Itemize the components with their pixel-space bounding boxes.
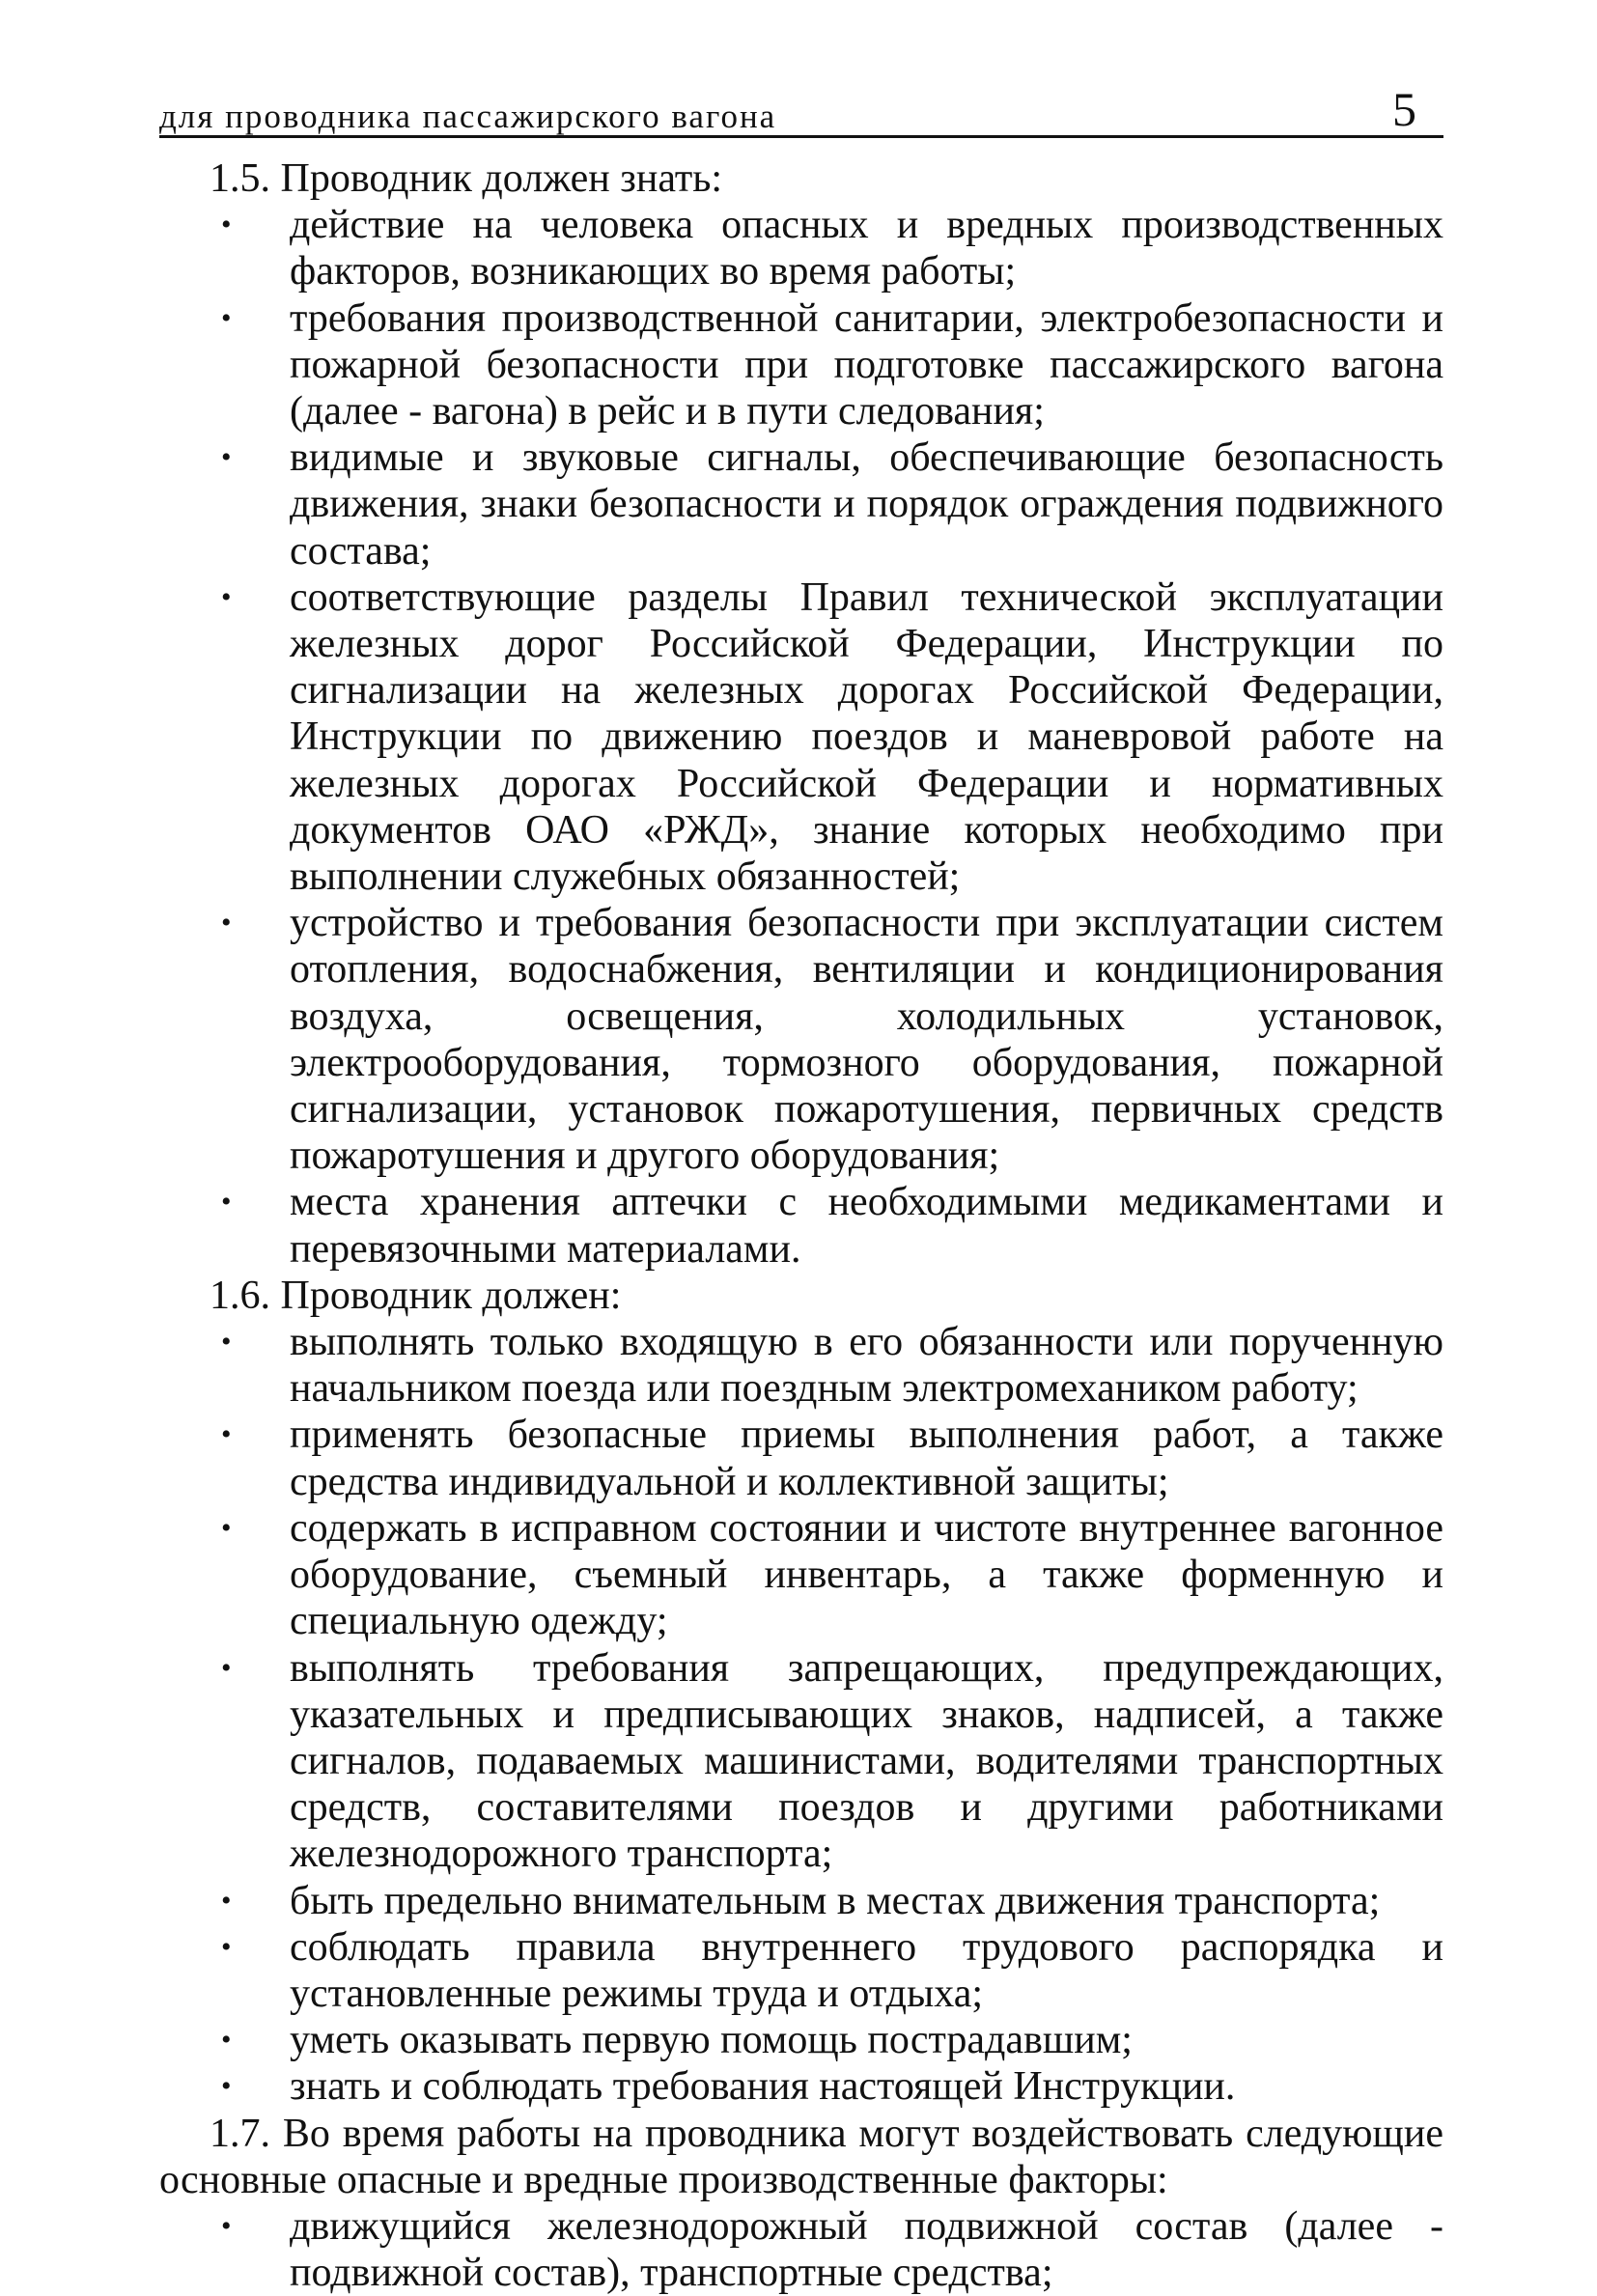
list-item bbox=[159, 574, 1443, 900]
list-item bbox=[159, 202, 1443, 294]
list-item bbox=[159, 900, 1443, 1179]
document-page bbox=[159, 82, 1443, 2296]
list-item bbox=[159, 2063, 1443, 2110]
list-item bbox=[159, 1319, 1443, 1412]
bullet-icon: • bbox=[221, 1930, 232, 1963]
section-heading-1-6: 1.6. Проводник должен: bbox=[210, 1273, 622, 1318]
bullet-list-1-5 bbox=[159, 202, 1443, 1273]
list-item-text: соблюдать правила внутреннего трудового распорядка и установленные режимы труда и отдыха; bbox=[290, 1924, 1443, 2016]
list-item-text: уметь оказывать первую помощь пострадавшим; bbox=[290, 2018, 1133, 2063]
bullet-icon: • bbox=[221, 2024, 232, 2057]
bullet-icon: • bbox=[221, 1511, 232, 1544]
list-item-text: соответствующие разделы Правил технической эксплуатации железных дорог Российской Федерации, Инструкции по сигнализации на железных дорогах Российской Федерации, Инструкции по движению поездов и маневровой работе на железных дорогах Российской Федерации и нормативных документов ОАО «РЖД», знание которых необходимо при выполнении служебных обязанностей; bbox=[290, 574, 1443, 900]
list-item-text: места хранения аптечки с необходимыми медикаментами и перевязочными материалами. bbox=[290, 1180, 1443, 1272]
bullet-icon: • bbox=[221, 2070, 232, 2103]
list-item-text: применять безопасные приемы выполнения работ, а также средства индивидуальной и коллективной защиты; bbox=[290, 1413, 1443, 1504]
list-item-text: действие на человека опасных и вредных производственных факторов, возникающих во время работы; bbox=[290, 203, 1443, 294]
bullet-icon: • bbox=[221, 301, 232, 334]
running-title: для проводника пассажирского вагона bbox=[159, 98, 777, 135]
page-number: 5 bbox=[1392, 82, 1416, 136]
running-header bbox=[159, 82, 1443, 138]
bullet-icon: • bbox=[221, 1326, 232, 1358]
bullet-icon: • bbox=[221, 1651, 232, 1684]
list-item bbox=[159, 2017, 1443, 2063]
list-item bbox=[159, 434, 1443, 574]
bullet-list-1-7 bbox=[159, 2203, 1443, 2296]
list-item bbox=[159, 295, 1443, 435]
bullet-icon: • bbox=[221, 209, 232, 241]
list-item-text: устройство и требования безопасности при эксплуатации систем отопления, водоснабжения, вентиляции и кондиционирования воздуха, освещения, холодильных установок, электрооборудования, тормозного оборудования, пожарной сигнализации, установок пожаротушения, первичных средств пожаротушения и другого оборудования; bbox=[290, 901, 1443, 1179]
bullet-icon: • bbox=[221, 1418, 232, 1451]
list-item-text: быть предельно внимательным в местах движения транспорта; bbox=[290, 1878, 1381, 1923]
list-item bbox=[159, 1924, 1443, 2017]
section-paragraph-1-7: 1.7. Во время работы на проводника могут воздействовать следующие основные опасные и вредные производственные факторы: bbox=[159, 2111, 1443, 2202]
list-item-text: выполнять только входящую в его обязанности или порученную начальником поезда или поездным электромехаником работу; bbox=[290, 1320, 1443, 1412]
bullet-icon: • bbox=[221, 1186, 232, 1218]
section-heading-1-5: 1.5. Проводник должен знать: bbox=[210, 156, 723, 201]
list-item-text: требования производственной санитарии, электробезопасности и пожарной безопасности при подготовке пассажирского вагона (далее - вагона) в рейс и в пути следования; bbox=[290, 295, 1443, 434]
list-item bbox=[159, 1179, 1443, 1272]
list-item bbox=[159, 1412, 1443, 1504]
list-item-text: выполнять требования запрещающих, предупреждающих, указательных и предписывающих знаков, надписей, а также сигналов, подаваемых машинистами, водителями транспортных средств, составителями поездов и другими работниками железнодорожного транспорта; bbox=[290, 1645, 1443, 1877]
list-item-text: движущийся железнодорожный подвижной состав (далее - подвижной состав), транспортные средства; bbox=[290, 2203, 1443, 2296]
bullet-icon: • bbox=[221, 1884, 232, 1917]
bullet-icon: • bbox=[221, 907, 232, 939]
bullet-icon: • bbox=[221, 2209, 232, 2242]
page-content bbox=[159, 155, 1443, 2296]
list-item-text: видимые и звуковые сигналы, обеспечивающие безопасность движения, знаки безопасности и порядок ограждения подвижного состава; bbox=[290, 435, 1443, 574]
list-item-text: знать и соблюдать требования настоящей Инструкции. bbox=[290, 2064, 1236, 2110]
bullet-icon: • bbox=[221, 580, 232, 613]
list-item-text: содержать в исправном состоянии и чистоте внутреннее вагонное оборудование, съемный инвентарь, а также форменную и специальную одежду; bbox=[290, 1505, 1443, 1644]
list-item bbox=[159, 1878, 1443, 1924]
list-item bbox=[159, 2203, 1443, 2296]
bullet-icon: • bbox=[221, 441, 232, 474]
list-item bbox=[159, 1645, 1443, 1878]
list-item bbox=[159, 1505, 1443, 1645]
bullet-list-1-6 bbox=[159, 1319, 1443, 2110]
